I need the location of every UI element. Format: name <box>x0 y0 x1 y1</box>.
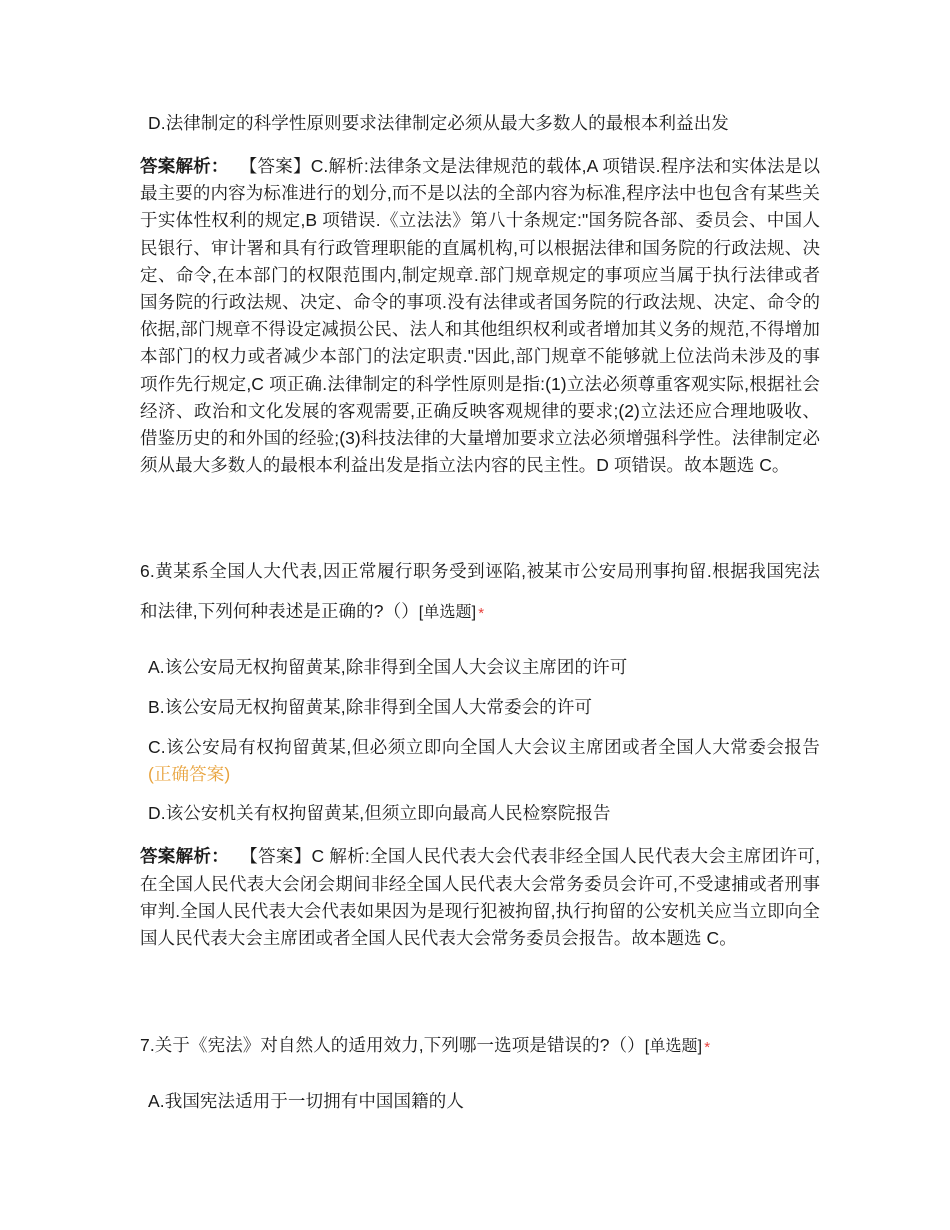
explanation-body: 【答案】C 解析:全国人民代表大会代表非经全国人民代表大会主席团许可,在全国人民代表大会闭会期间非经全国人民代表大会常务委员会许可,不受逮捕或者刑事审判.全国人民代表大会代表如果因为是现行犯被拘留,执行拘留的公安机关应当立即向全国人民代表大会主席团或者全国人民代表大会常务委员会报告。故本题选 C。 <box>140 846 821 949</box>
section-gap <box>140 952 820 1025</box>
question6-options <box>140 654 820 827</box>
question6-explanation <box>140 843 820 952</box>
section-gap <box>140 479 820 551</box>
stem-options-gap <box>140 1068 820 1088</box>
question7-option-a[interactable]: A.我国宪法适用于一切拥有中国国籍的人 <box>148 1091 464 1112</box>
question5-option-d[interactable]: D.法律制定的科学性原则要求法律制定必须从最大多数人的最根本利益出发 <box>148 113 729 133</box>
explanation-label: 答案解析： <box>140 846 230 867</box>
stem-options-gap <box>140 634 820 654</box>
question6-option-d[interactable]: D.该公安机关有权拘留黄某,但须立即向最高人民检察院报告 <box>148 803 611 824</box>
question6-option-a[interactable]: A.该公安局无权拘留黄某,除非得到全国人大会议主席团的许可 <box>148 657 628 678</box>
question-6 <box>140 551 820 952</box>
question6-type-tag: [单选题] <box>418 604 477 622</box>
question6-option-b[interactable]: B.该公安局无权拘留黄某,除非得到全国人大常委会的许可 <box>148 697 593 718</box>
explanation-label: 答案解析： <box>140 156 229 176</box>
question6-option-c-text: C.该公安局有权拘留黄某,但必须立即向全国人大会议主席团或者全国人大常委会报告 <box>148 737 820 758</box>
explanation-body: 【答案】C.解析:法律条文是法律规范的载体,A 项错误.程序法和实体法是以最主要的内容为标准进行的划分,而不是以法的全部内容为标准,程序法中也包含有某些关于实体性权利的规定,B 项错误.《立法法》第八十条规定:"国务院各部、委员会、中国人民银行、审计署和具有行政管理职能的直属机构,可以根据法律和国务院的行政法规、决定、命令,在本部门的权限范围内,制定规章.部门规章规定的事项应当属于执行法律或者国务院的行政法规、决定、命令的事项.没有法律或者国务院的行政法规、决定、命令的依据,部门规章不得设定减损公民、法人和其他组织权利或者增加其义务的规范,不得增加本部门的权力或者减少本部门的法定职责."因此,部门规章不能够就上位法尚未涉及的事项作先行规定,C 项正确.法律制定的科学性原则是指:(1)立法必须尊重客观实际,根据社会经济、政治和文化发展的客观需要,正确反映客观规律的要求;(2)立法还应合理地吸收、借鉴历史的和外国的经验;(3)科技法律的大量增加要求立法必须增强科学性。法律制定必须从最大多数人的最根本利益出发是指立法内容的民主性。D 项错误。故本题选 C。 <box>140 156 820 476</box>
question-7 <box>140 1025 820 1115</box>
question7-stem-text: 7.关于《宪法》对自然人的适用效力,下列哪一选项是错误的?（） <box>140 1035 645 1056</box>
question6-stem-line <box>140 551 820 634</box>
question6-option-c[interactable] <box>140 734 820 788</box>
question6-required-marker: * <box>478 605 485 623</box>
question7-stem-line <box>140 1025 820 1068</box>
question5-explanation <box>140 153 820 479</box>
question7-type-tag: [单选题] <box>644 1038 703 1056</box>
question7-required-marker: * <box>704 1039 711 1057</box>
question7-options <box>140 1088 820 1115</box>
question6-stem-text: 6.黄某系全国人大代表,因正常履行职务受到诬陷,被某市公安局刑事拘留.根据我国宪法和法律,下列何种表述是正确的?（） <box>140 561 820 622</box>
document-content <box>140 110 820 1128</box>
question6-correct-answer-tag: (正确答案) <box>148 764 231 785</box>
